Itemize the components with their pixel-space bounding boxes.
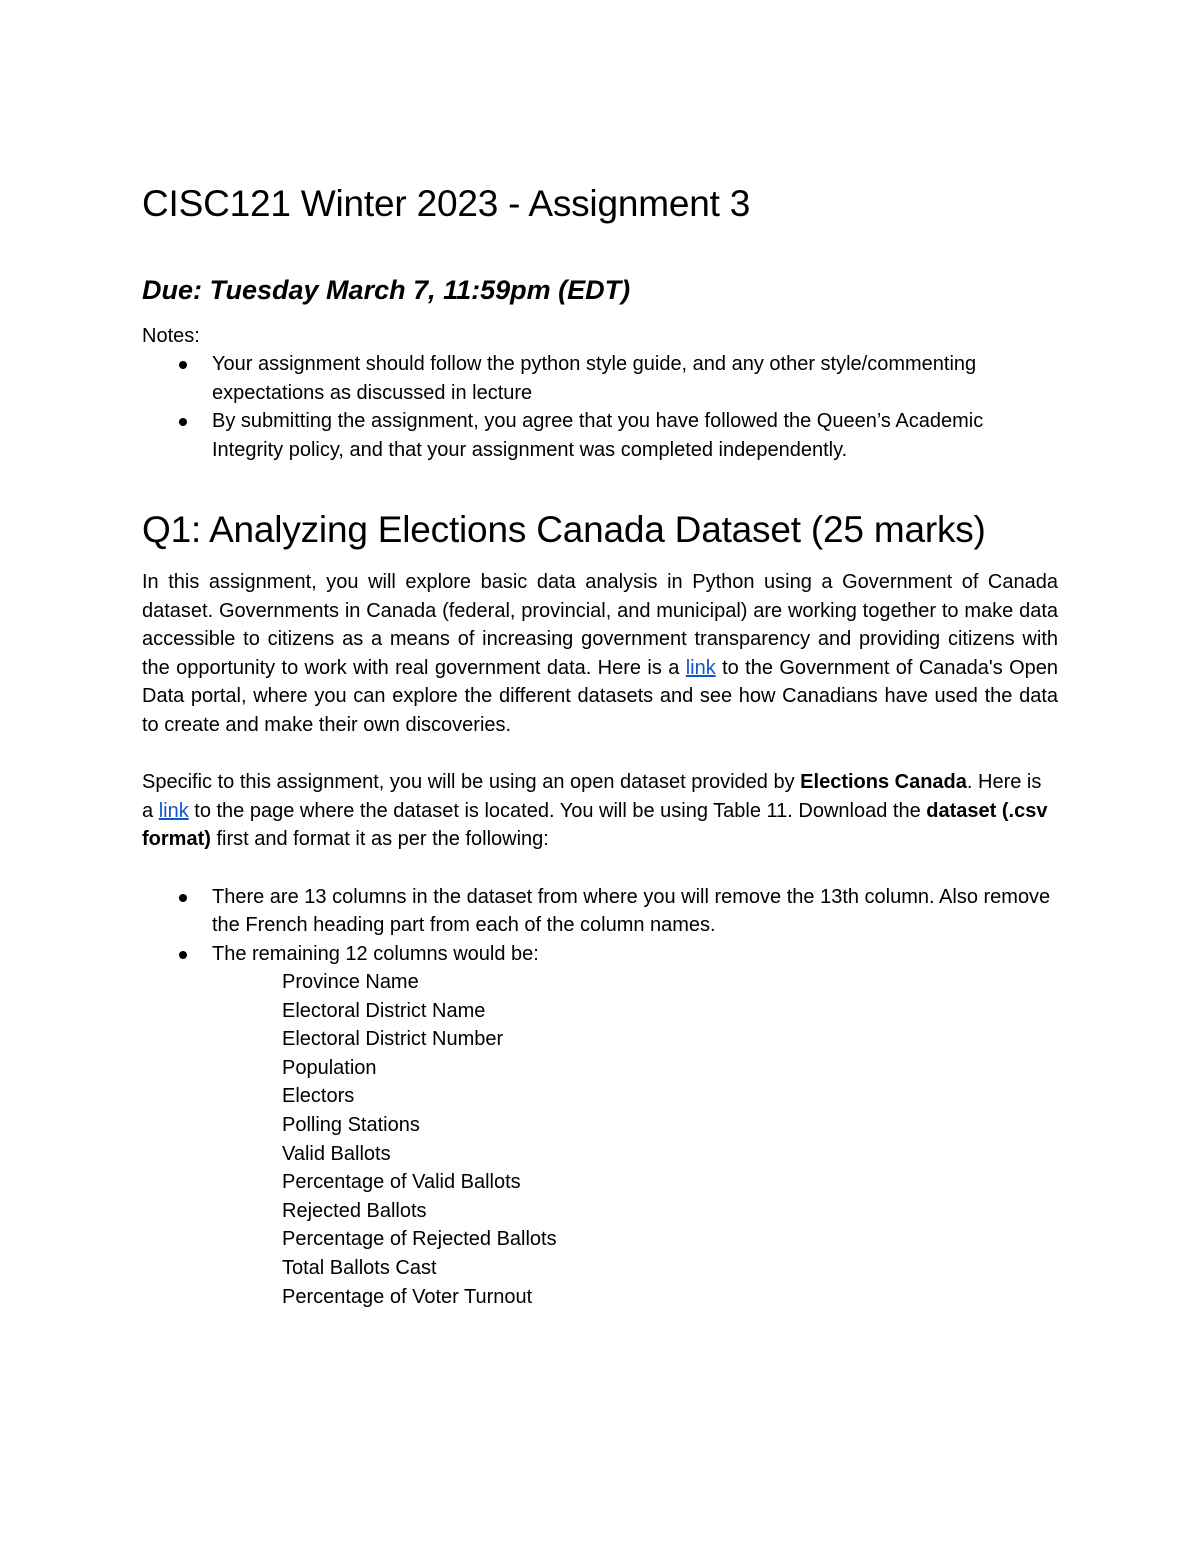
column-name-item: Population: [282, 1056, 377, 1079]
specific-text-1: Specific to this assignment, you will be using an open dataset provided by: [142, 771, 801, 793]
dataset-page-link[interactable]: link: [158, 799, 189, 822]
column-name-item: Electors: [282, 1085, 355, 1108]
document-page: [142, 176, 1058, 1311]
bullet-icon: [179, 951, 187, 959]
column-name-item: Percentage of Valid Ballots: [282, 1171, 521, 1194]
notes-list-item: [142, 407, 1058, 464]
document-title: CISC121 Winter 2023 - Assignment 3: [142, 183, 751, 224]
intro-paragraph: [142, 568, 1058, 739]
bullet-icon: [179, 361, 187, 369]
column-name-item: Percentage of Rejected Ballots: [282, 1228, 557, 1251]
column-name-item: Electoral District Number: [282, 1028, 504, 1051]
due-date-heading: Due: Tuesday March 7, 11:59pm (EDT): [142, 275, 631, 305]
instructions-list: [142, 883, 1058, 969]
notes-label: Notes:: [142, 325, 200, 347]
elections-canada-bold: Elections Canada: [800, 771, 967, 793]
instructions-list-item: [142, 883, 1058, 940]
notes-item-text: Your assignment should follow the python style guide, and any other style/commenting expectations as discussed in lecture: [212, 353, 977, 404]
column-name-item: Province Name: [282, 971, 419, 993]
specific-paragraph: [142, 768, 1058, 854]
notes-list-item: [142, 350, 1058, 407]
dataset-format-bold: dataset (.csv format): [142, 799, 1048, 850]
column-names-list: [142, 968, 1058, 1311]
column-name-item: Rejected Ballots: [282, 1199, 427, 1222]
instructions-item-text: The remaining 12 columns would be:: [212, 942, 539, 965]
intro-text-after-link: to the Government of Canada's Open Data portal, where you can explore the different datasets and see how Canadians have used the data to create and make their own discoveries.: [142, 656, 1058, 736]
q1-heading: Q1: Analyzing Elections Canada Dataset (25 marks): [142, 509, 986, 550]
bullet-icon: [179, 418, 187, 426]
notes-item-text: By submitting the assignment, you agree that you have followed the Queen’s Academic Integrity policy, and that your assignment was completed independently.: [212, 410, 984, 461]
instructions-item-text: There are 13 columns in the dataset from where you will remove the 13th column. Also remove the French heading part from each of the column names.: [212, 885, 1051, 936]
specific-text-3: to the page where the dataset is located. You will be using Table 11. Download the: [188, 799, 927, 822]
column-name-item: Polling Stations: [282, 1113, 420, 1136]
column-name-item: Total Ballots Cast: [282, 1256, 437, 1279]
bullet-icon: [179, 894, 187, 902]
notes-list: [142, 350, 1058, 464]
column-name-item: Electoral District Name: [282, 999, 486, 1022]
instructions-list-item: [142, 940, 1058, 969]
column-name-item: Percentage of Voter Turnout: [282, 1285, 533, 1308]
open-data-portal-link[interactable]: link: [685, 656, 716, 679]
column-name-item: Valid Ballots: [282, 1142, 391, 1165]
specific-text-4: first and format it as per the following:: [210, 828, 549, 850]
specific-text-2: . Here is a: [142, 771, 1042, 822]
intro-text-before-link: In this assignment, you will explore basic data analysis in Python using a Government of Canada dataset. Governments in Canada (federal, provincial, and municipal) are working together to make data accessible to citizens as a means of increasing government transparency and providing citizens with the opportunity to work with real government data. Here is a: [142, 571, 1058, 679]
